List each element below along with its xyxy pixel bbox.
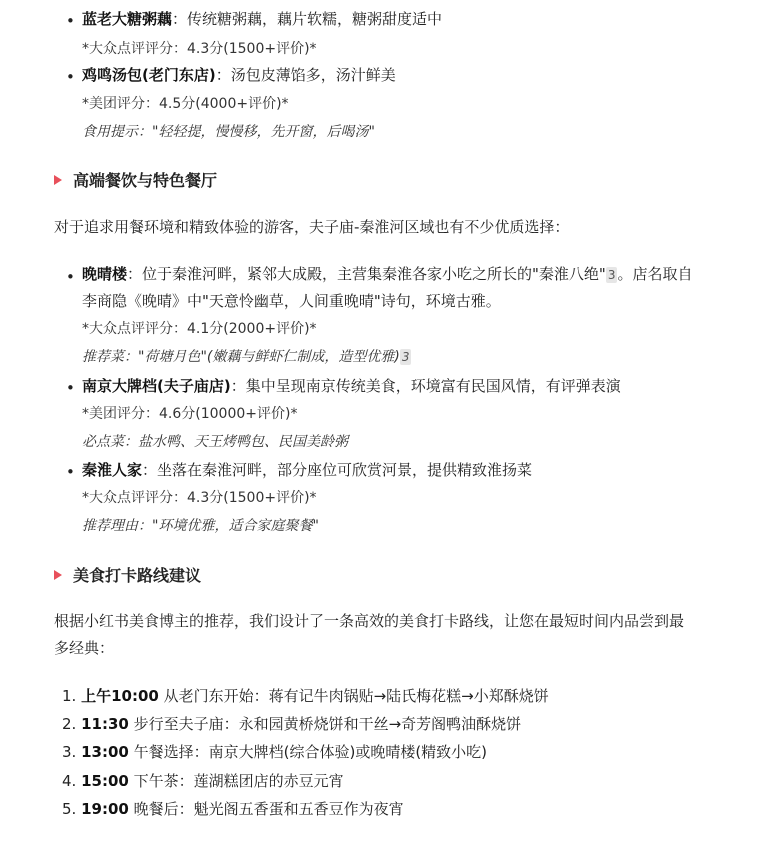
item-desc-cont: 李商隐《晚晴》中"天意怜幽草，人间重晚晴"诗句，环境古雅。 xyxy=(82,292,501,310)
citation-link[interactable]: 3 xyxy=(401,350,410,364)
item-name: 鸡鸣汤包(老门东店) xyxy=(82,66,216,84)
route-step: 5. 19:00 晚餐后：魁光阁五香蛋和五香豆作为夜宵 xyxy=(62,800,404,818)
item-rating: *大众点评评分：4.3分(1500+评价)* xyxy=(82,41,317,57)
item-desc: ：集中呈现南京传统美食，环境富有民国风情，有评弹表演 xyxy=(230,377,621,395)
triangle-marker-icon xyxy=(54,570,62,580)
step-time: 15:00 xyxy=(81,772,129,790)
item-note: 推荐理由："环境优雅，适合家庭聚餐" xyxy=(82,518,319,534)
item-name: 秦淮人家 xyxy=(82,461,143,479)
bullet-icon: • xyxy=(66,12,75,30)
section-intro: 根据小红书美食博主的推荐，我们设计了一条高效的美食打卡路线，让您在最短时间内品尝到最 xyxy=(54,612,685,630)
article-page: • 蓝老大糖粥藕：传统糖粥藕，藕片软糯，糖粥甜度适中 *大众点评评分：4.3分(1500+评价)* • 鸡鸣汤包(老门东店)：汤包皮薄馅多，汤汁鲜美 *美团评分：4.5分(4000+评价)* 食用提示："轻轻提，慢慢移，先开窗，后喝汤" 高端餐饮与特色餐厅 对于追求用餐环境和精致体验的游客，夫子庙-秦淮河区域也有不少优质选择： • 晚晴楼：位于秦淮河畔，紧邻大成殿，主营集秦淮各家小吃之所长的"秦淮八绝" 3 。店名取自 李商隐《晚晴》中"天意怜幽草，人间重晚晴"诗句，环境古雅。 *大众点评评分：4.1分(2000+评价)* 推荐菜："荷塘月色"(嫩藕与鲜虾仁制成，造型优雅) 3 • 南京大牌档(夫子庙店)：集中呈现南京传统美食，环境富有民国风情，有评弹表演 *美团评分：4.6分(10000+评价)* 必点菜：盐水鸭、天王烤鸭包、民国美龄粥 • 秦淮人家：坐落在秦淮河畔，部分座位可欣赏河景，提供精致淮扬菜 *大众点评评分：4.3分(1500+评价)* 推荐理由："环境优雅，适合家庭聚餐" 美食打卡路线建议 根据小红书美食博主的推荐，我们设计了一条高效的美食打卡路线，让您在最短时间内品尝到最 多经典： 1. 上午10:00 从老门东开始：蒋有记牛肉锅贴→陆氏梅花糕→小郑酥烧饼 2. 11:30 步行至夫子庙：永和园黄桥烧饼和干丝→奇芳阁鸭油酥烧饼 3. 13:00 午餐选择：南京大牌档(综合体验)或晚晴楼(精致小吃) 4. 15:00 下午茶：莲湖糕团店的赤豆元宵 5. 19:00 晚餐后：魁光阁五香蛋和五香豆作为夜宵 xyxy=(54,10,693,818)
route-step: 4. 15:00 下午茶：莲湖糕团店的赤豆元宵 xyxy=(62,772,344,790)
item-rating: *美团评分：4.6分(10000+评价)* xyxy=(82,406,298,422)
item-note: 必点菜：盐水鸭、天王烤鸭包、民国美龄粥 xyxy=(82,434,348,450)
item-desc: ：汤包皮薄馅多，汤汁鲜美 xyxy=(215,66,396,84)
step-time: 上午10:00 xyxy=(81,687,159,705)
item-name: 蓝老大糖粥藕 xyxy=(82,10,173,28)
item-desc: ：坐落在秦淮河畔，部分座位可欣赏河景，提供精致淮扬菜 xyxy=(142,461,533,479)
bullet-icon: • xyxy=(66,379,75,397)
bullet-icon: • xyxy=(66,268,75,286)
step-time: 19:00 xyxy=(81,800,129,818)
bullet-icon: • xyxy=(66,463,75,481)
item-rating: *美团评分：4.5分(4000+评价)* xyxy=(82,96,289,112)
item-name: 南京大牌档(夫子庙店) xyxy=(82,377,231,395)
item-tip: 食用提示："轻轻提，慢慢移，先开窗，后喝汤" xyxy=(82,124,375,140)
bullet-icon: • xyxy=(66,68,75,86)
route-step: 1. 上午10:00 从老门东开始：蒋有记牛肉锅贴→陆氏梅花糕→小郑酥烧饼 xyxy=(62,687,549,705)
route-step: 3. 13:00 午餐选择：南京大牌档(综合体验)或晚晴楼(精致小吃) xyxy=(62,743,488,761)
step-time: 11:30 xyxy=(81,715,129,733)
item-desc: ：位于秦淮河畔，紧邻大成殿，主营集秦淮各家小吃之所长的"秦淮八绝" xyxy=(127,265,606,283)
item-rating: *大众点评评分：4.1分(2000+评价)* xyxy=(82,321,317,337)
citation-link[interactable]: 3 xyxy=(607,268,616,282)
section-heading-route: 美食打卡路线建议 xyxy=(54,565,201,587)
section-heading-high-end: 高端餐饮与特色餐厅 xyxy=(54,170,217,192)
item-desc: ：传统糖粥藕，藕片软糯，糖粥甜度适中 xyxy=(172,10,443,28)
triangle-marker-icon xyxy=(54,175,62,185)
item-name: 晚晴楼 xyxy=(82,265,128,283)
route-step: 2. 11:30 步行至夫子庙：永和园黄桥烧饼和干丝→奇芳阁鸭油酥烧饼 xyxy=(62,715,522,733)
section-intro-cont: 多经典： xyxy=(54,639,115,657)
step-time: 13:00 xyxy=(81,743,129,761)
section-intro: 对于追求用餐环境和精致体验的游客，夫子庙-秦淮河区域也有不少优质选择： xyxy=(54,218,570,236)
item-rating: *大众点评评分：4.3分(1500+评价)* xyxy=(82,490,317,506)
item-note: 推荐菜："荷塘月色"(嫩藕与鲜虾仁制成，造型优雅) xyxy=(82,349,400,365)
